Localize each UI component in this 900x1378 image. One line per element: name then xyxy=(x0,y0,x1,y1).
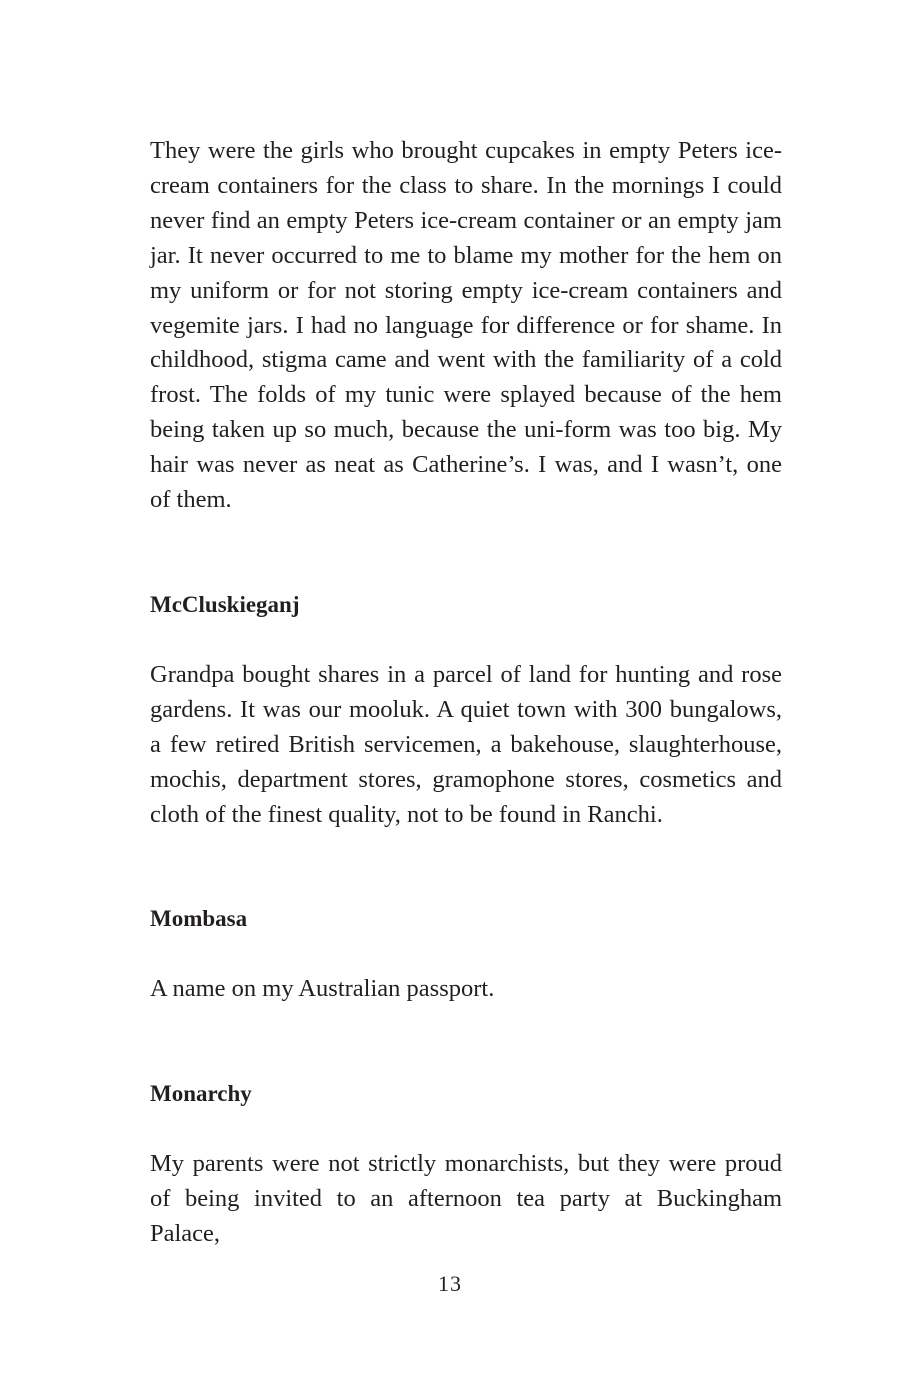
entry-text-mccluskieganj: Grandpa bought shares in a parcel of land for hunting and rose gardens. It was our mooluk. A quiet town with 300 bungalows, a few retired British servicemen, a bakehouse, slaughterhouse, mochis, department stores, gramophone stores, cosmetics and cloth of the finest quality, not to be found in Ranchi. xyxy=(150,660,782,828)
page-body xyxy=(150,134,782,1252)
entry-text-mombasa: A name on my Australian passport. xyxy=(150,975,495,1003)
entry-heading-monarchy: Monarchy xyxy=(150,1081,252,1107)
opening-paragraph: They were the girls who brought cupcakes in empty Peters ice-cream containers for the class to share. In the mornings I could never find an empty Peters ice-cream container or an empty jam jar. It never occurred to me to blame my mother for the hem on my uniform or for not storing empty ice-cream containers and vegemite jars. I had no language for difference or for shame. In childhood, stigma came and went with the familiarity of a cold frost. The folds of my tunic were splayed because of the hem being taken up so much, because the uni-form was too big. My hair was never as neat as Catherine’s. I was, and I wasn’t, one of them. xyxy=(150,137,782,514)
entry-heading-mccluskieganj: McCluskieganj xyxy=(150,591,300,617)
entry-text-monarchy: My parents were not strictly monarchists, but they were proud of being invited to an afternoon tea party at Buckingham Palace, xyxy=(150,1150,782,1247)
page-number: 13 xyxy=(438,1271,462,1296)
entry-heading-mombasa: Mombasa xyxy=(150,906,248,932)
